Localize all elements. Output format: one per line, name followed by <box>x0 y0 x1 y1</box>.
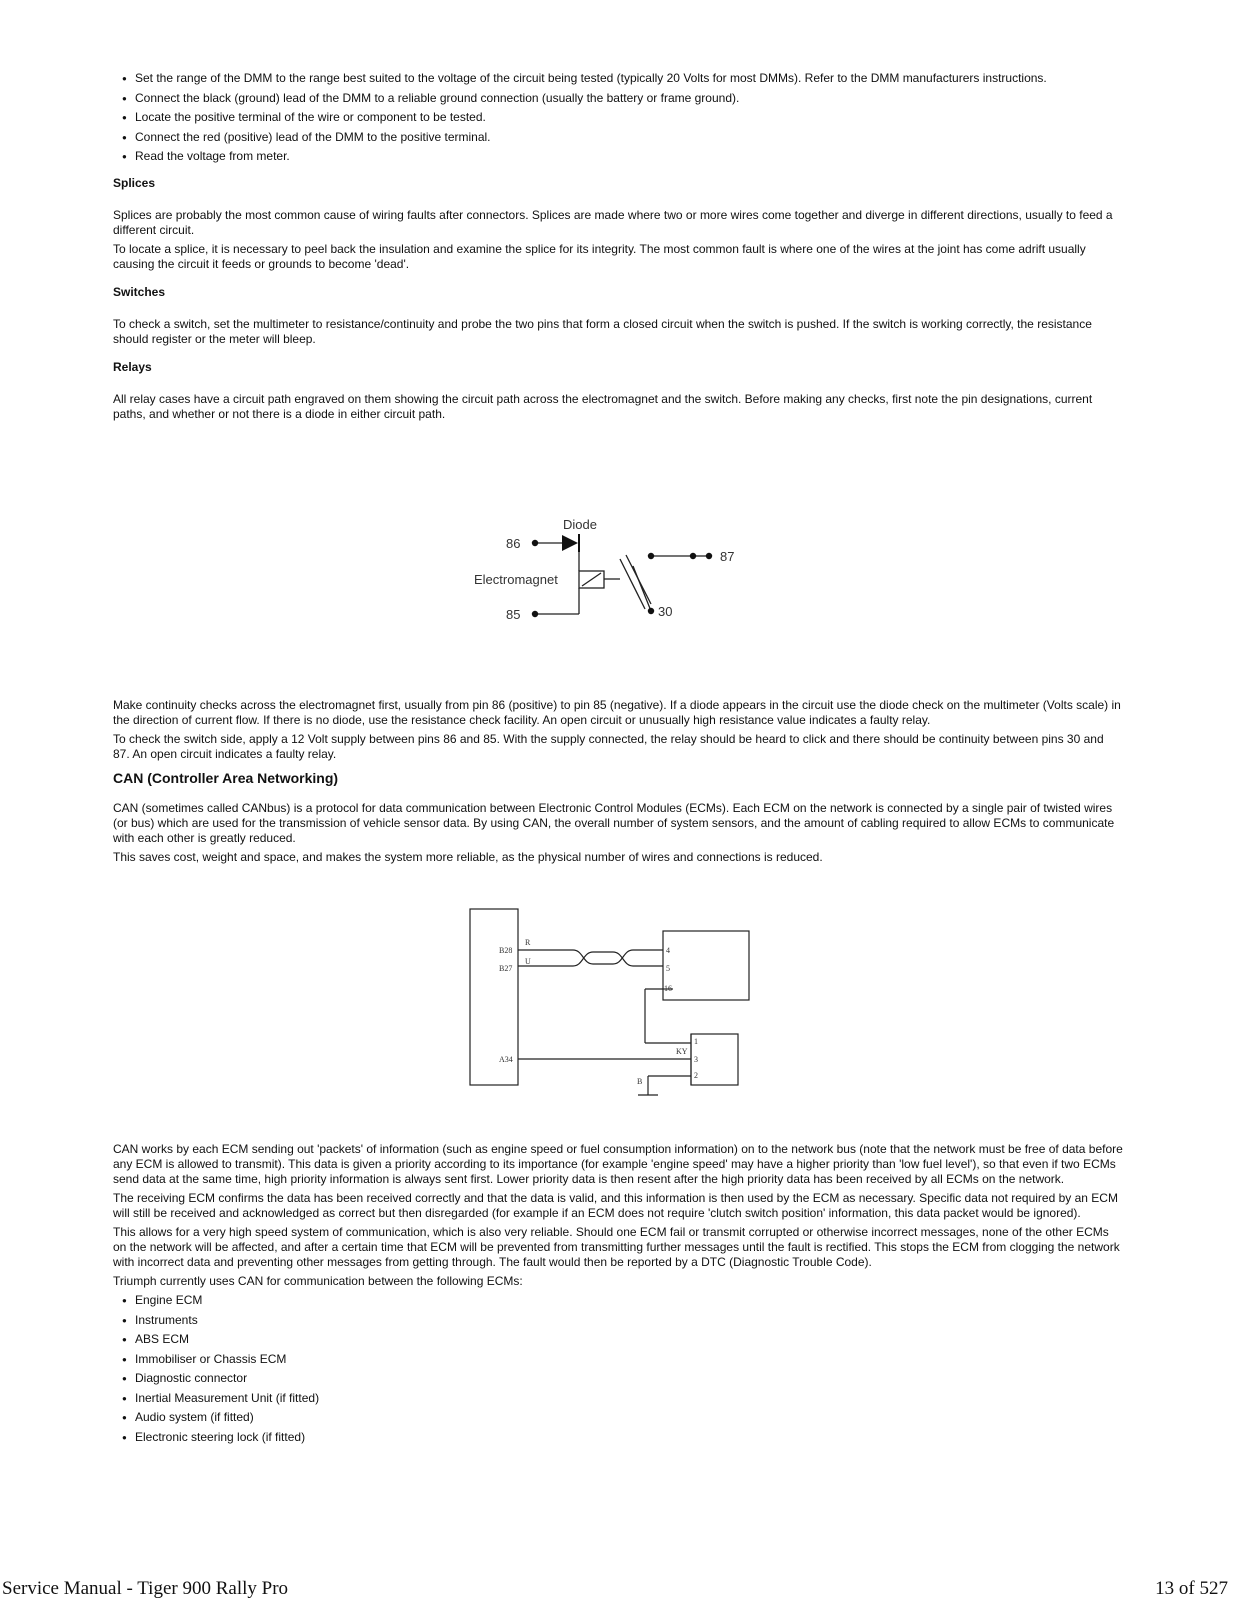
list-item: ● Set the range of the DMM to the range best suited to the voltage of the circuit being tested (typically 20 Volts for most DMMs). Refer to the DMM manufacturers instructions. <box>113 71 1123 86</box>
can-paragraph: CAN (sometimes called CANbus) is a protocol for data communication between Electronic Control Modules (ECMs). Each ECM on the network is connected by a single pair of twisted wires (or bus) which are used for the transmission of vehicle sensor data. By using CAN, the overall number of system sensors, and the amount of cabling required to allow ECMs to communicate with each other is greatly reduced. <box>113 801 1115 845</box>
list-item: ● Diagnostic connector <box>113 1371 1123 1386</box>
pin-16-label: 16 <box>664 984 672 993</box>
electromagnet-label: Electromagnet <box>474 572 558 587</box>
relay-diagram-svg <box>113 426 1123 698</box>
pin-2-label: 2 <box>694 1071 698 1080</box>
ground-b-label: B <box>637 1077 643 1086</box>
page-content <box>113 71 1123 1449</box>
pin-85-terminal <box>532 611 538 617</box>
list-item: ● Electronic steering lock (if fitted) <box>113 1430 1123 1445</box>
list-item: ● ABS ECM <box>113 1332 1123 1347</box>
pin-30-label: 30 <box>658 604 673 619</box>
relay-diagram <box>113 426 1123 698</box>
pin-86-label: 86 <box>506 536 521 551</box>
pin-4-label: 4 <box>666 946 670 955</box>
list-item: ● Read the voltage from meter. <box>113 149 1123 164</box>
ky-label: KY <box>676 1047 688 1056</box>
can-heading: CAN (Controller Area Networking) <box>113 770 339 786</box>
list-item: ● Instruments <box>113 1313 1123 1328</box>
wire-r-label: R <box>525 938 531 947</box>
can-diagram <box>113 869 1123 1142</box>
can-paragraph: Triumph currently uses CAN for communication between the following ECMs: <box>113 1274 523 1288</box>
diode-icon <box>562 535 578 551</box>
list-item: ● Engine ECM <box>113 1293 1123 1308</box>
list-item: ● Locate the positive terminal of the wire or component to be tested. <box>113 110 1123 125</box>
list-item: ● Connect the red (positive) lead of the DMM to the positive terminal. <box>113 130 1123 145</box>
pin-87-terminal-c <box>706 553 712 559</box>
can-paragraph: The receiving ECM confirms the data has been received correctly and that the data is valid, and this information is then used by the ECM as necessary. Specific data not required by an ECM will still be received and acknowledged as correct but then disregarded (for example if an ECM does not require 'clutch switch position' information, this data packet would be ignored). <box>113 1191 1118 1220</box>
pin-87-label: 87 <box>720 549 735 564</box>
can-paragraph: CAN works by each ECM sending out 'packets' of information (such as engine speed or fuel consumption information) on to the network bus (note that the network must be free of data before any ECM is allowed to transmit). This data is given a priority according to its importance (for example 'engine speed' may have a higher priority than 'low fuel level'), so that even if two ECMs send data at the same time, high priority information is always sent first. Lower priority data is then resent after the high priority data has been received by all ECMs on the network. <box>113 1142 1123 1186</box>
switches-heading: Switches <box>113 285 166 299</box>
b28-label: B28 <box>499 946 513 955</box>
pin-30-terminal <box>648 608 654 614</box>
pin-5-label: 5 <box>666 964 670 973</box>
pin-85-label: 85 <box>506 607 521 622</box>
can-diagram-svg <box>113 869 1123 1142</box>
list-item: ● Immobiliser or Chassis ECM <box>113 1352 1123 1367</box>
can-paragraph: This saves cost, weight and space, and makes the system more reliable, as the physical number of wires and connections is reduced. <box>113 850 823 864</box>
pin-86-terminal <box>532 540 538 546</box>
diode-label: Diode <box>563 517 597 532</box>
ecm-list <box>113 1293 1123 1445</box>
b27-label: B27 <box>499 964 513 973</box>
page-footer <box>0 1578 1236 1600</box>
splices-heading: Splices <box>113 176 156 190</box>
wire-u-label: U <box>525 957 531 966</box>
switches-paragraph: To check a switch, set the multimeter to resistance/continuity and probe the two pins that form a closed circuit when the switch is pushed. If the switch is working correctly, the resistance should register or the meter will bleep. <box>113 317 1092 346</box>
dmm-steps-list <box>113 71 1123 164</box>
pin-3-label: 3 <box>694 1055 698 1064</box>
page-number: 13 of 527 <box>1155 1578 1228 1599</box>
pin-1-label: 1 <box>694 1037 698 1046</box>
pin-87-terminal-b <box>690 553 696 559</box>
pin-87-terminal-a <box>648 553 654 559</box>
can-paragraph: This allows for a very high speed system of communication, which is also very reliable. Should one ECM fail or transmit corrupted or otherwise incorrect messages, none of the other ECMs on the network will be affected, and after a certain time that ECM will be prevented from transmitting further messages until the fault is rectified. This stops the ECM from clogging the network with incorrect data and preventing other messages from getting through. The fault would then be reported by a DTC (Diagnostic Trouble Code). <box>113 1225 1120 1269</box>
splices-paragraph: To locate a splice, it is necessary to peel back the insulation and examine the splice for its integrity. The most common fault is where one of the wires at the joint has come adrift usually causing the circuit it feeds or grounds to become 'dead'. <box>113 242 1086 271</box>
list-item: ● Inertial Measurement Unit (if fitted) <box>113 1391 1123 1406</box>
footer-title: Service Manual - Tiger 900 Rally Pro <box>2 1578 289 1599</box>
list-item: ● Connect the black (ground) lead of the DMM to a reliable ground connection (usually the battery or frame ground). <box>113 91 1123 106</box>
relays-heading: Relays <box>113 360 152 374</box>
splices-paragraph: Splices are probably the most common cause of wiring faults after connectors. Splices are made where two or more wires come together and diverge in different directions, usually to feed a different circuit. <box>113 208 1113 237</box>
relays-paragraph: All relay cases have a circuit path engraved on them showing the circuit path across the electromagnet and the switch. Before making any checks, first note the pin designations, current paths, and whether or not there is a diode in either circuit path. <box>113 392 1093 421</box>
relays-paragraph: To check the switch side, apply a 12 Volt supply between pins 86 and 85. With the supply connected, the relay should be heard to click and there should be continuity between pins 30 and 87. An open circuit indicates a faulty relay. <box>113 732 1104 761</box>
a34-label: A34 <box>499 1055 513 1064</box>
relays-paragraph: Make continuity checks across the electromagnet first, usually from pin 86 (positive) to pin 85 (negative). If a diode appears in the circuit use the diode check on the multimeter (Volts scale) in the direction of current flow. If there is no diode, use the resistance check facility. An open circuit or unusually high resistance value indicates a faulty relay. <box>113 698 1121 727</box>
list-item: ● Audio system (if fitted) <box>113 1410 1123 1425</box>
